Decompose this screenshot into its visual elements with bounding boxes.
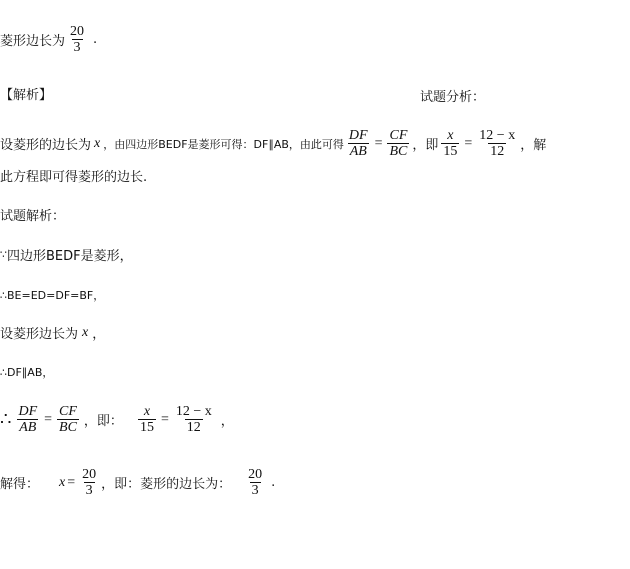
therefore-symbol: ∴ bbox=[0, 409, 12, 430]
section-shiti-jiexi: 试题解析： bbox=[0, 209, 66, 224]
analysis-text-2: ，由四边形BEDF是菱形可得：DF∥AB，由此可得 bbox=[103, 137, 344, 151]
step-2-text: BE=ED=DF=BF， bbox=[7, 289, 105, 302]
analysis-text-3: ，即 bbox=[412, 138, 439, 153]
frac-den: 3 bbox=[85, 483, 93, 498]
step-5-mid: ，即： bbox=[83, 414, 123, 429]
step-4-text: DF∥AB， bbox=[7, 366, 54, 379]
analysis-frac-cf-bc bbox=[387, 128, 409, 159]
step-4 bbox=[0, 364, 53, 380]
answer-numerator: 20 bbox=[70, 24, 85, 39]
frac-den: 12 bbox=[186, 420, 201, 435]
analysis-frac-df-ab bbox=[347, 128, 370, 159]
because-symbol: ∵ bbox=[0, 248, 7, 261]
analysis-text-1: 设菱形的边长为 bbox=[0, 138, 92, 153]
frac-num: x bbox=[447, 128, 454, 143]
step-5-frac-cf-bc bbox=[57, 404, 79, 435]
analysis-line-2: 此方程即可得菱形的边长. bbox=[0, 170, 148, 185]
frac-den: 12 bbox=[490, 144, 505, 159]
step-1-text: 四边形BEDF是菱形， bbox=[7, 249, 133, 264]
step-5-suffix: ， bbox=[220, 414, 234, 429]
frac-num: 12 − x bbox=[175, 404, 212, 419]
therefore-symbol: ∴ bbox=[0, 288, 7, 302]
step-5: ∴ $\frac{DF}{AB}$ = $\frac{CF}{BC}$ ，即： $\frac{x}{15}$ = $\frac{12 - x}{12}$ ， bbox=[0, 404, 234, 435]
frac-den: AB bbox=[19, 420, 37, 435]
step-3 bbox=[0, 323, 105, 342]
step-3-suffix: ， bbox=[92, 327, 106, 342]
frac-den: 15 bbox=[443, 144, 458, 159]
frac-num: DF bbox=[18, 404, 38, 419]
step-3-text: 设菱形边长为 bbox=[0, 327, 79, 342]
step-6-var: x bbox=[59, 474, 66, 490]
answer-suffix: . bbox=[93, 32, 98, 47]
answer-prefix: 菱形边长为 bbox=[0, 34, 66, 49]
analysis-line-1: 设菱形的边长为 x ，由四边形BEDF是菱形可得：DF∥AB，由此可得 $\frac{DF}{AB}$ = $\frac{CF}{BC}$ ，即 $\frac{x}{15}$ = $\frac{12 - x}{12}$ ，解 bbox=[0, 128, 547, 159]
frac-num: 12 − x bbox=[479, 128, 516, 143]
frac-den: 15 bbox=[139, 420, 154, 435]
step-2 bbox=[0, 287, 104, 303]
step-6-prefix: 解得： bbox=[0, 477, 40, 492]
step-6-frac-2 bbox=[246, 467, 264, 498]
frac-num: DF bbox=[348, 128, 368, 143]
frac-den: AB bbox=[349, 144, 367, 159]
frac-num: x bbox=[143, 404, 151, 419]
frac-den: BC bbox=[59, 420, 77, 435]
answer-fraction bbox=[68, 24, 86, 55]
step-5-frac-x-15 bbox=[138, 404, 156, 435]
frac-den: BC bbox=[389, 144, 408, 159]
step-6-mid: ，即：菱形的边长为： bbox=[101, 477, 232, 492]
section-jiexi: 【解析】 bbox=[0, 88, 53, 103]
step-6-frac bbox=[80, 467, 98, 498]
step-5-frac-12-x-12 bbox=[174, 404, 214, 435]
frac-den: 3 bbox=[251, 483, 259, 498]
section-fenxi: 试题分析： bbox=[420, 90, 486, 105]
therefore-symbol: ∴ bbox=[0, 365, 7, 379]
answer-line bbox=[0, 24, 97, 55]
frac-num: CF bbox=[389, 128, 408, 143]
analysis-frac-12-x-12 bbox=[477, 128, 517, 159]
frac-num: CF bbox=[59, 404, 77, 419]
frac-num: 20 bbox=[82, 467, 97, 482]
step-3-var: x bbox=[82, 324, 89, 340]
analysis-var-x: x bbox=[94, 135, 101, 151]
frac-num: 20 bbox=[248, 467, 263, 482]
analysis-frac-x-15 bbox=[441, 128, 459, 159]
answer-denominator: 3 bbox=[73, 40, 81, 55]
step-1 bbox=[0, 245, 133, 264]
step-5-frac-df-ab bbox=[16, 404, 39, 435]
step-6-suffix: . bbox=[271, 475, 276, 490]
analysis-text-4: ，解 bbox=[520, 138, 547, 153]
step-6: 解得： x = $\frac{20}{3}$ ，即：菱形的边长为： $\frac{20}{3}$ . bbox=[0, 467, 276, 498]
